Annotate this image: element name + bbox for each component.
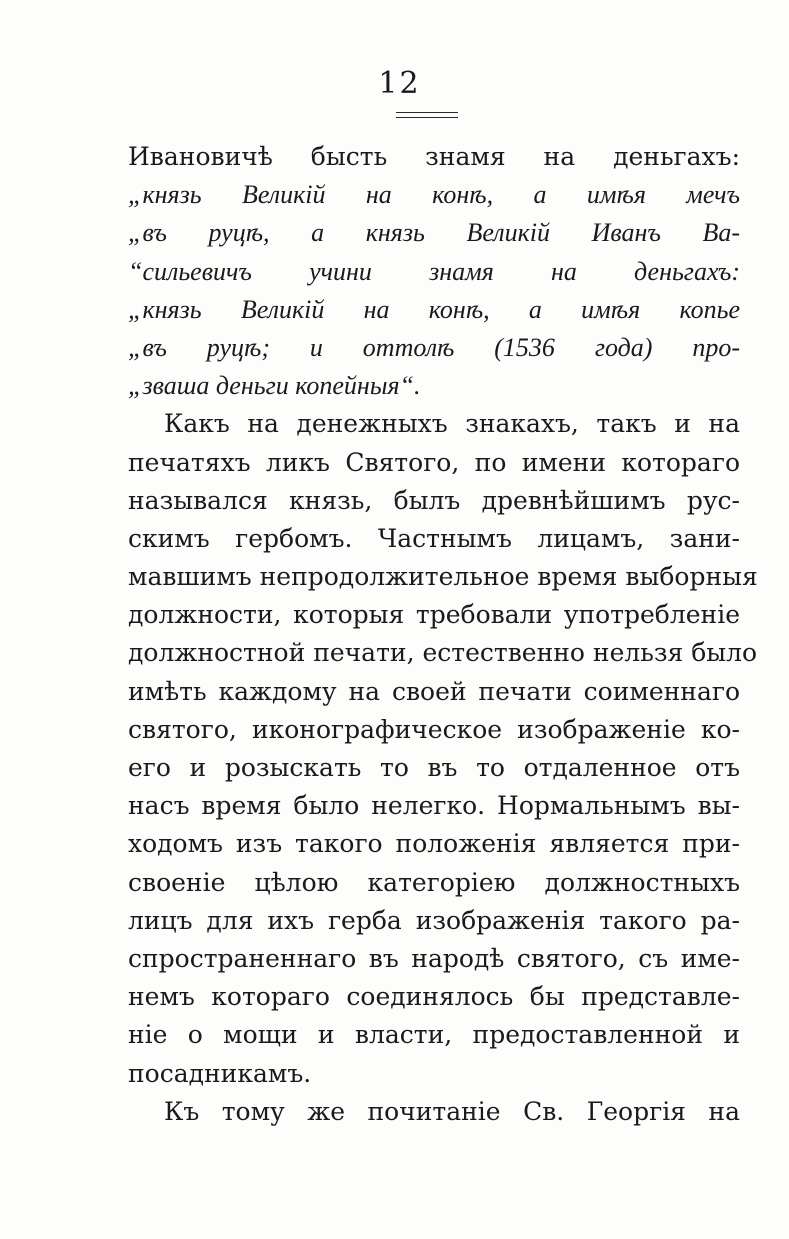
quote-line: „въ руцѣ; и оттолѣ (1536 года) про- [128, 332, 740, 362]
text-line: ходомъ изъ такого положенія является при- [128, 829, 740, 859]
text-line: святого, иконографическое изображеніе ко- [128, 714, 740, 744]
text-line: лицъ для ихъ герба изображенія такого ра- [128, 905, 740, 935]
text-line: Ивановичѣ бысть знамя на деньгахъ: [128, 142, 740, 171]
page-number-rule-top [396, 112, 458, 113]
text-line: назывался князь, былъ древнѣйшимъ рус- [128, 485, 740, 515]
body-text [128, 138, 758, 1131]
paragraph-start-line: Какъ на денежныхъ знакахъ, такъ и на [164, 409, 740, 439]
page-number-rule-bottom [396, 117, 458, 118]
text-line: спространеннаго въ народѣ святого, съ име- [128, 943, 740, 973]
quote-line: „зваша деньги копейныя“. [128, 371, 421, 401]
text-line: печатяхъ ликъ Святого, по имени котораго [128, 447, 740, 477]
page-number: 12 [378, 66, 421, 101]
text-line: насъ время было нелегко. Нормальнымъ вы- [128, 791, 740, 821]
quote-line: „князь Великій на конѣ, а имѣя копье [128, 294, 740, 324]
text-line: посадникамъ. [128, 1058, 312, 1088]
text-line: мавшимъ непродолжительное время выборныя [128, 562, 758, 592]
text-line: должностной печати, естественно нельзя было [128, 638, 758, 668]
quote-line: “сильевичъ учини знамя на деньгахъ: [128, 256, 740, 286]
text-line: скимъ гербомъ. Частнымъ лицамъ, зани- [128, 523, 740, 553]
text-line: должности, которыя требовали употребленіе [128, 600, 740, 630]
text-line: имѣть каждому на своей печати соименнаго [128, 676, 740, 706]
quote-line: „въ руцѣ, а князь Великій Иванъ Ва- [128, 218, 740, 248]
quote-line: „князь Великій на конѣ, а имѣя мечъ [128, 180, 740, 210]
text-line: немъ котораго соединялось бы представле- [128, 982, 740, 1012]
paragraph-start-line: Къ тому же почитаніе Св. Георгія на [164, 1096, 740, 1126]
text-line: своеніе цѣлою категоріею должностныхъ [128, 867, 740, 897]
text-line: его и розыскать то въ то отдаленное отъ [128, 753, 740, 782]
text-line: ніе о мощи и власти, предоставленной и [128, 1020, 740, 1050]
